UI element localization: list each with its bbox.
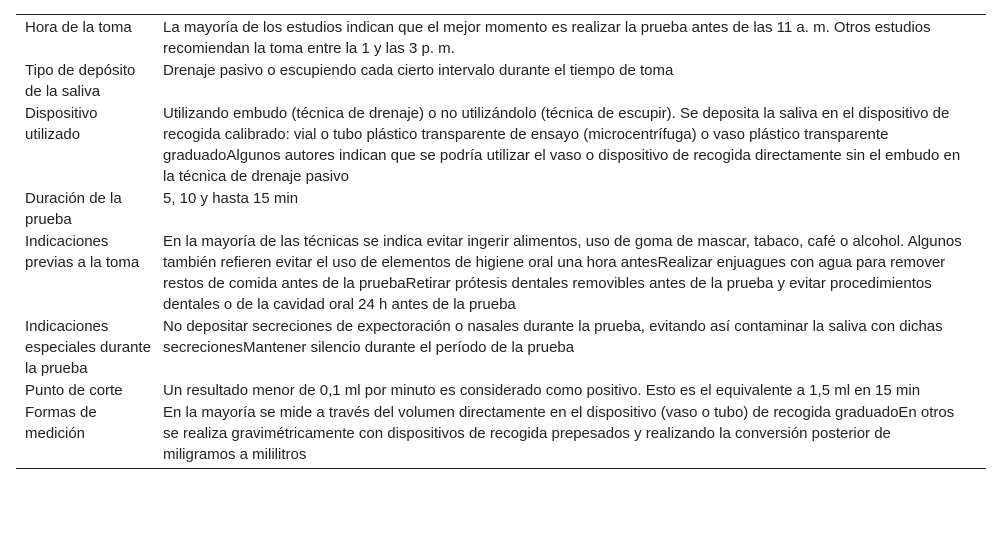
table-row — [16, 102, 986, 187]
row-label: Formas de medición — [25, 404, 97, 442]
table-row — [16, 59, 986, 102]
table-row — [16, 230, 986, 315]
table-row — [16, 379, 986, 401]
row-value: La mayoría de los estudios indican que el mejor momento es realizar la prueba antes de las 11 a. m. Otros estudios recomiendan la toma entre la 1 y las 3 p. m. — [163, 19, 931, 57]
row-value: En la mayoría de las técnicas se indica evitar ingerir alimentos, uso de goma de mascar, tabaco, café o alcohol. Algunos también refieren evitar el uso de elementos de higiene oral una hora antesRealizar enjuagues con agua para remover restos de comida antes de la pruebaRetirar prótesis dentales removibles antes de la prueba y evitar procedimientos dentales o de la cavidad oral 24 h antes de la prueba — [163, 233, 962, 313]
row-value: Drenaje pasivo o escupiendo cada cierto intervalo durante el tiempo de toma — [163, 62, 674, 79]
row-label: Indicaciones especiales durante la prueba — [25, 318, 151, 377]
table-row — [16, 187, 986, 230]
row-value: En la mayoría se mide a través del volumen directamente en el dispositivo (vaso o tubo) de recogida graduadoEn otros se realiza gravimétricamente con dispositivos de recogida prepesados y realizando la conversión posterior de miligramos a mililitros — [163, 404, 955, 463]
table-row — [16, 315, 986, 379]
row-value: Utilizando embudo (técnica de drenaje) o no utilizándolo (técnica de escupir). Se deposita la saliva en el dispositivo de recogida calibrado: vial o tubo plástico transparente de ensayo (microcentrífuga) o vaso plástico transparente graduadoAlgunos autores indican que se podría utilizar el vaso o dispositivo de recogida directamente sin el embudo en la técnica de drenaje pasivo — [163, 105, 961, 185]
row-value: No depositar secreciones de expectoración o nasales durante la prueba, evitando así contaminar la saliva con dichas secrecionesMantener silencio durante el período de la prueba — [163, 318, 943, 356]
table-row — [16, 401, 986, 468]
row-value: Un resultado menor de 0,1 ml por minuto es considerado como positivo. Esto es el equivalente a 1,5 ml en 15 min — [163, 382, 921, 399]
row-label: Hora de la toma — [25, 19, 132, 36]
row-label: Indicaciones previas a la toma — [25, 233, 140, 271]
row-value: 5, 10 y hasta 15 min — [163, 190, 299, 207]
saliva-test-table-container — [16, 14, 986, 469]
row-label: Dispositivo utilizado — [25, 105, 98, 143]
table-row — [16, 15, 986, 59]
row-label: Punto de corte — [25, 382, 123, 399]
row-label: Duración de la prueba — [25, 190, 122, 228]
row-label: Tipo de depósito de la saliva — [25, 62, 136, 100]
saliva-test-table — [16, 15, 986, 468]
